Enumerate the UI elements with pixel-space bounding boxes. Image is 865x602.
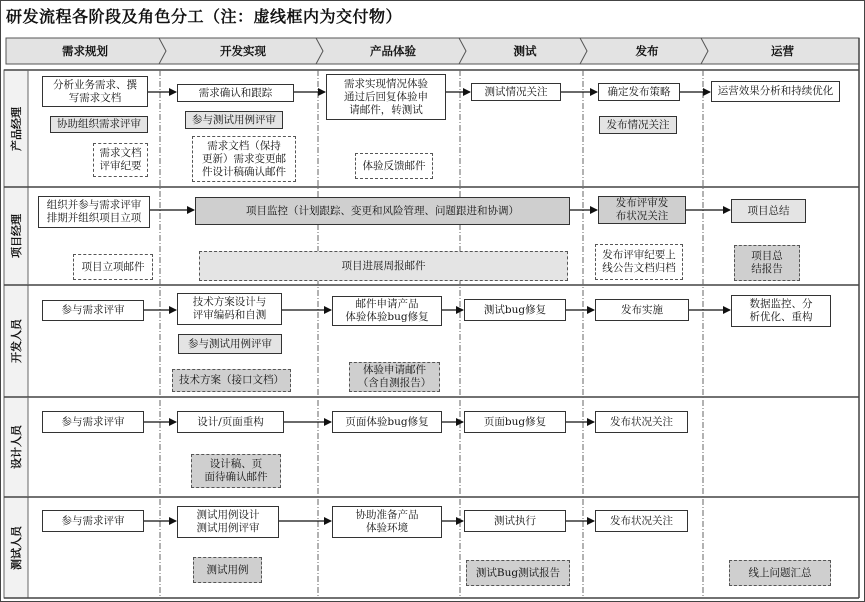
test-execute: 测试执行 [464, 510, 566, 532]
pm-doc-change-mail: 需求文档（保持 更新）需求变更邮 件设计稿确认邮件 [192, 136, 296, 182]
test-case-doc: 测试用例 [193, 557, 262, 583]
dev-release-impl: 发布实施 [595, 299, 689, 321]
dev-tech-doc: 技术方案（接口文档） [172, 369, 291, 392]
dev-join-review: 参与需求评审 [42, 300, 144, 321]
test-prepare-env: 协助准备产品 体验环境 [332, 506, 442, 538]
role-label-developer: 开发人员 [10, 319, 23, 363]
dev-test-bug-fix: 测试bug修复 [464, 299, 566, 321]
proj-weekly-mail: 项目进展周报邮件 [199, 251, 568, 281]
dev-tech-design: 技术方案设计与 评审编码和自测 [177, 293, 282, 325]
pm-assist-review: 协助组织需求评审 [50, 116, 148, 133]
pm-confirm-track: 需求确认和跟踪 [177, 84, 294, 102]
pm-test-follow: 测试情况关注 [471, 83, 561, 101]
design-page-bug-fix: 页面bug修复 [464, 411, 566, 433]
test-bug-report: 测试Bug测试报告 [466, 560, 570, 586]
dev-experience-mail: 体验申请邮件 （含自测报告） [349, 362, 440, 392]
phase-header-testing: 测试 [513, 44, 537, 58]
design-page-design: 设计/页面重构 [177, 411, 284, 433]
proj-setup-mail: 项目立项邮件 [73, 254, 153, 280]
phase-header-release: 发布 [635, 44, 659, 58]
pm-doc-review-minutes: 需求文档 评审纪要 [93, 143, 148, 177]
proj-monitor: 项目监控（计划跟踪、变更和风险管理、问题跟进和协调） [195, 197, 570, 225]
test-join-review: 参与需求评审 [42, 510, 144, 532]
proj-review-minutes: 发布评审纪要上 线公告文档归档 [595, 244, 683, 280]
design-page-exp-fix: 页面体验bug修复 [332, 411, 442, 433]
test-release-follow: 发布状况关注 [595, 510, 688, 532]
dev-mail-fix: 邮件申请产品 体验体验bug修复 [332, 296, 442, 326]
phase-header-operations: 运营 [771, 44, 794, 58]
phase-header-development: 开发实现 [220, 44, 266, 58]
proj-summary-report: 项目总 结报告 [734, 245, 800, 281]
pm-release-follow: 发布情况关注 [599, 116, 677, 134]
dev-data-monitor: 数据监控、分 析优化、重构 [731, 295, 831, 327]
design-confirm-mail: 设计稿、页 面待确认邮件 [191, 454, 281, 488]
pm-experience-check: 需求实现情况体验 通过后回复体验申 请邮件，转测试 [326, 74, 446, 120]
proj-summary: 项目总结 [731, 199, 806, 223]
pm-join-testcase-review: 参与测试用例评审 [185, 111, 283, 129]
role-label-designer: 设计人员 [10, 425, 23, 469]
proj-release-review: 发布评审发 布状况关注 [598, 196, 686, 224]
pm-analyze-requirements: 分析业务需求、撰 写需求文档 [42, 76, 148, 107]
pm-release-strategy: 确定发布策略 [598, 83, 680, 101]
test-online-summary: 线上问题汇总 [729, 560, 831, 586]
design-release-follow: 发布状况关注 [595, 411, 688, 433]
phase-header-experience: 产品体验 [370, 44, 416, 58]
pm-feedback-mail: 体验反馈邮件 [355, 153, 433, 179]
test-case-design: 测试用例设计 测试用例评审 [177, 506, 279, 538]
dev-join-testcase-review: 参与测试用例评审 [178, 334, 282, 354]
phase-header-requirements: 需求规划 [62, 44, 108, 58]
role-label-product-manager: 产品经理 [10, 106, 23, 151]
role-label-tester: 测试人员 [10, 525, 23, 570]
page-title: 研发流程各阶段及角色分工（注：虚线框内为交付物） [6, 7, 403, 26]
proj-organize-review: 组织并参与需求评审 排期并组织项目立项 [38, 196, 150, 228]
pm-ops-analysis: 运营效果分析和持续优化 [711, 81, 840, 102]
design-join-review: 参与需求评审 [42, 411, 144, 433]
role-label-project-manager: 项目经理 [10, 214, 23, 258]
